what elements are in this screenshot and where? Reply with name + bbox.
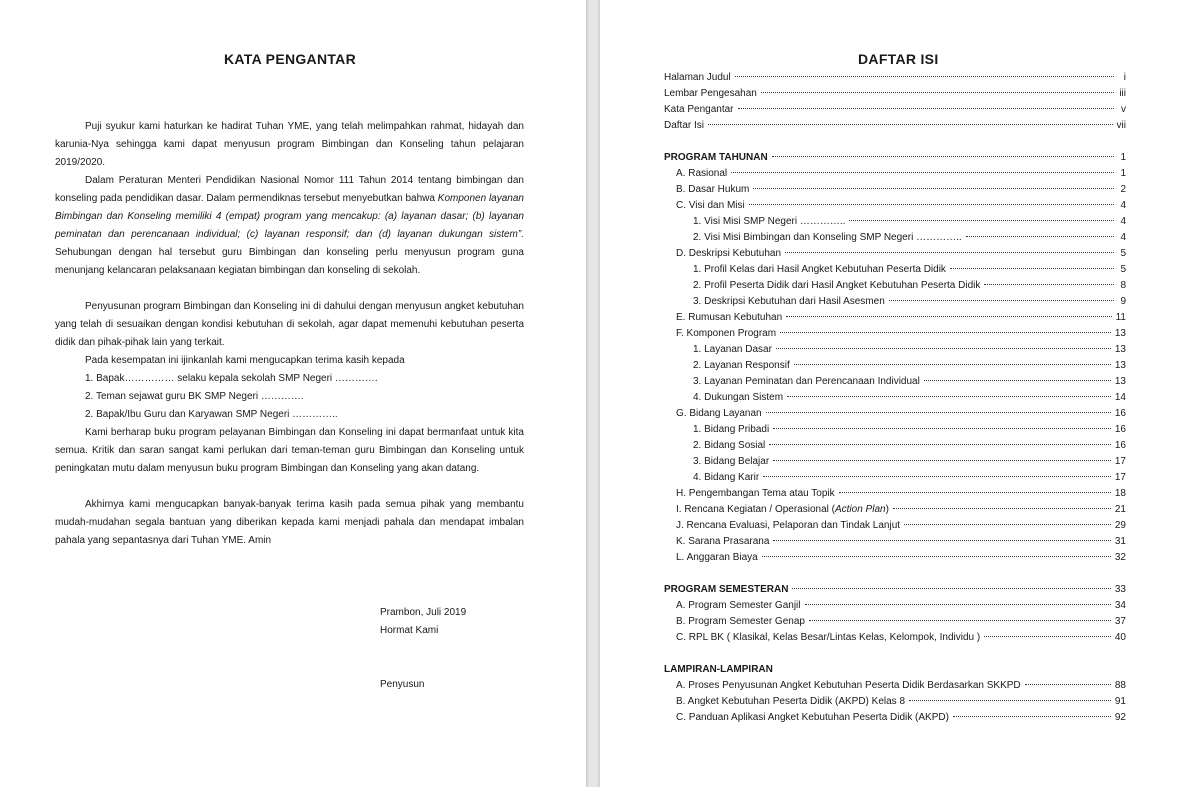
toc-leader-dots xyxy=(794,364,1111,365)
toc-page-number: 32 xyxy=(1114,552,1126,563)
toc-page-number: 16 xyxy=(1114,424,1126,435)
toc-entry xyxy=(676,630,1126,646)
toc-page-number: 17 xyxy=(1114,472,1126,483)
toc-label: 1. Profil Kelas dari Hasil Angket Kebutuhan Peserta Didik xyxy=(693,264,946,275)
page-title: DAFTAR ISI xyxy=(858,51,939,67)
toc-label: C. RPL BK ( Klasikal, Kelas Besar/Lintas Kelas, Kelompok, Individu ) xyxy=(676,632,981,643)
toc-entry xyxy=(664,102,1126,118)
toc-leader-dots xyxy=(776,348,1111,349)
toc-page-number: 9 xyxy=(1120,296,1126,307)
toc-leader-dots xyxy=(984,284,1114,285)
toc-page-number: 5 xyxy=(1120,264,1126,275)
toc-entry xyxy=(664,70,1126,86)
toc-label: F. Komponen Program xyxy=(676,328,777,339)
place-date: Prambon, Juli 2019 xyxy=(380,607,467,618)
toc-entry xyxy=(676,326,1126,342)
toc-entry xyxy=(676,694,1126,710)
toc-label: 3. Bidang Belajar xyxy=(693,456,770,467)
toc-page-number: 13 xyxy=(1114,344,1126,355)
toc-page-number: 8 xyxy=(1120,280,1126,291)
toc-leader-dots xyxy=(763,476,1111,477)
toc-entry xyxy=(693,358,1126,374)
toc-label: 1. Bidang Pribadi xyxy=(693,424,770,435)
toc-leader-dots xyxy=(805,604,1111,605)
toc-entry xyxy=(676,166,1126,182)
toc-entry xyxy=(676,614,1126,630)
toc-page-number: 4 xyxy=(1120,216,1126,227)
toc-label: A. Program Semester Ganjil xyxy=(676,600,801,611)
toc-label: 1. Visi Misi SMP Negeri ………….. xyxy=(693,216,846,227)
toc-page-number: vii xyxy=(1116,120,1126,131)
list-item: 2. Teman sejawat guru BK SMP Negeri …………. xyxy=(85,391,304,402)
quoted-regulation: Komponen layanan Bimbingan dan Konseling memiliki 4 (empat) program yang mencakup: (a) layanan dasar; (b) layanan peminatan dan perencanaan individual; (c) layanan responsif; dan (d) layanan dukungan sistem”. xyxy=(55,193,524,240)
toc-leader-dots xyxy=(966,236,1114,237)
toc-leader-dots xyxy=(735,76,1114,77)
toc-page-number: 1 xyxy=(1120,152,1126,163)
toc-leader-dots xyxy=(761,92,1114,93)
toc-leader-dots xyxy=(785,252,1114,253)
toc-entry xyxy=(693,470,1126,486)
toc-leader-dots xyxy=(787,396,1111,397)
toc-label: 4. Dukungan Sistem xyxy=(693,392,784,403)
toc-page-number: 91 xyxy=(1114,696,1126,707)
toc-entry xyxy=(664,118,1126,134)
toc-entry xyxy=(693,438,1126,454)
toc-entry xyxy=(693,342,1126,358)
toc-label: Kata Pengantar xyxy=(664,104,734,115)
toc-page-number: 13 xyxy=(1114,328,1126,339)
toc-page-number: 92 xyxy=(1114,712,1126,723)
toc-entry xyxy=(676,678,1126,694)
toc-leader-dots xyxy=(766,412,1111,413)
toc-leader-dots xyxy=(762,556,1111,557)
paragraph: Puji syukur kami haturkan ke hadirat Tuhan YME, yang telah melimpahkan rahmat, hidayah dan karunia-Nya sehingga kami dapat menyusun program Bimbingan dan Konseling tahun pelajaran 2019/2020. xyxy=(55,121,524,168)
toc-label: G. Bidang Layanan xyxy=(676,408,762,419)
list-item: 2. Bapak/Ibu Guru dan Karyawan SMP Negeri ………….. xyxy=(85,409,338,420)
toc-leader-dots xyxy=(849,220,1114,221)
toc-entry xyxy=(676,598,1126,614)
toc-label: K. Sarana Prasarana xyxy=(676,536,770,547)
toc-entry xyxy=(693,422,1126,438)
toc-page-number: 13 xyxy=(1114,376,1126,387)
toc-page-number: 14 xyxy=(1114,392,1126,403)
toc-leader-dots xyxy=(708,124,1113,125)
paragraph: Penyusunan program Bimbingan dan Konseling ini di dahului dengan menyusun angket kebutuhan yang telah di sesuaikan dengan kondisi kebutuhan di sekolah, agar dapat memenuhi kebutuhan peserta didik dan pihak-pihak lain yang terkait. xyxy=(55,301,524,348)
toc-leader-dots xyxy=(953,716,1111,717)
toc-section-heading xyxy=(664,582,1126,598)
toc-leader-dots xyxy=(893,508,1111,509)
toc-entry xyxy=(676,502,1126,518)
toc-entry xyxy=(693,454,1126,470)
toc-page-number: iii xyxy=(1119,88,1126,99)
toc-page-number: v xyxy=(1121,104,1126,115)
toc-label: 1. Layanan Dasar xyxy=(693,344,772,355)
toc-label: D. Deskripsi Kebutuhan xyxy=(676,248,782,259)
toc-entry xyxy=(693,230,1126,246)
toc-entry xyxy=(693,262,1126,278)
toc-leader-dots xyxy=(889,300,1114,301)
toc-leader-dots xyxy=(904,524,1111,525)
page-gap-shadow xyxy=(586,0,589,787)
toc-label: B. Program Semester Genap xyxy=(676,616,805,627)
toc-entry xyxy=(676,198,1126,214)
toc-leader-dots xyxy=(792,588,1110,589)
toc-leader-dots xyxy=(950,268,1114,269)
toc-label: 2. Profil Peserta Didik dari Hasil Angket Kebutuhan Peserta Didik xyxy=(693,280,981,291)
toc-leader-dots xyxy=(924,380,1111,381)
toc-label: I. Rencana Kegiatan / Operasional (Action Plan) xyxy=(676,504,889,515)
toc-leader-dots xyxy=(773,460,1111,461)
toc-section-heading xyxy=(664,662,1126,678)
toc-entry xyxy=(676,182,1126,198)
toc-entry xyxy=(676,486,1126,502)
toc-label: A. Proses Penyusunan Angket Kebutuhan Peserta Didik Berdasarkan SKKPD xyxy=(676,680,1021,691)
toc-leader-dots xyxy=(772,156,1114,157)
toc-label: Halaman Judul xyxy=(664,72,731,83)
toc-leader-dots xyxy=(984,636,1111,637)
toc-label: 3. Deskripsi Kebutuhan dari Hasil Asesmen xyxy=(693,296,885,307)
toc-leader-dots xyxy=(738,108,1115,109)
toc-entry xyxy=(693,214,1126,230)
toc-section-heading xyxy=(664,150,1126,166)
toc-label: B. Dasar Hukum xyxy=(676,184,750,195)
toc-leader-dots xyxy=(786,316,1111,317)
toc-entry xyxy=(676,246,1126,262)
toc-entry xyxy=(664,86,1126,102)
toc-page-number: 31 xyxy=(1114,536,1126,547)
toc-page-number: 21 xyxy=(1114,504,1126,515)
toc-label: B. Angket Kebutuhan Peserta Didik (AKPD) Kelas 8 xyxy=(676,696,906,707)
toc-entry xyxy=(676,710,1126,726)
toc-leader-dots xyxy=(773,540,1110,541)
toc-leader-dots xyxy=(1025,684,1111,685)
toc-page-number: 16 xyxy=(1114,440,1126,451)
toc-page-number: 5 xyxy=(1120,248,1126,259)
toc-label: PROGRAM SEMESTERAN xyxy=(664,584,789,595)
toc-page-number: 29 xyxy=(1114,520,1126,531)
toc-page-number: 11 xyxy=(1115,312,1126,323)
toc-label: 3. Layanan Peminatan dan Perencanaan Individual xyxy=(693,376,920,387)
toc-leader-dots xyxy=(839,492,1111,493)
toc-page-number: 13 xyxy=(1114,360,1126,371)
closing-regards: Hormat Kami xyxy=(380,625,439,636)
toc-entry xyxy=(693,390,1126,406)
toc-entry xyxy=(676,518,1126,534)
toc-page-number: 17 xyxy=(1114,456,1126,467)
toc-label: H. Pengembangan Tema atau Topik xyxy=(676,488,835,499)
toc-page-number: 88 xyxy=(1114,680,1126,691)
toc-page-number: 2 xyxy=(1120,184,1126,195)
toc-page-number: 16 xyxy=(1114,408,1126,419)
page-title: KATA PENGANTAR xyxy=(224,51,357,67)
toc-label: 2. Visi Misi Bimbingan dan Konseling SMP Negeri ………….. xyxy=(693,232,962,243)
toc-leader-dots xyxy=(753,188,1114,189)
toc-page-number: 4 xyxy=(1120,232,1126,243)
toc-leader-dots xyxy=(731,172,1114,173)
author-label: Penyusun xyxy=(380,679,425,690)
toc-page-number: 37 xyxy=(1114,616,1126,627)
toc-label: PROGRAM TAHUNAN xyxy=(664,152,768,163)
list-item: 1. Bapak…………… selaku kepala sekolah SMP Negeri …………. xyxy=(85,373,378,384)
toc-entry xyxy=(676,550,1126,566)
toc-entry xyxy=(693,374,1126,390)
toc-page-number: 40 xyxy=(1114,632,1126,643)
toc-leader-dots xyxy=(909,700,1111,701)
paragraph: Kami berharap buku program pelayanan Bimbingan dan Konseling ini dapat bermanfaat untuk kita semua. Kritik dan saran sangat kami perlukan dari teman-teman guru Bimbingan dan Konseling untuk peningkatan mutu dalam menyusun buku program Bimbingan dan Konseling yang akan datang. xyxy=(55,427,524,474)
toc-label: E. Rumusan Kebutuhan xyxy=(676,312,783,323)
toc-label: C. Visi dan Misi xyxy=(676,200,745,211)
toc-entry xyxy=(693,278,1126,294)
toc-label: 4. Bidang Karir xyxy=(693,472,760,483)
toc-leader-dots xyxy=(769,444,1111,445)
toc-label: L. Anggaran Biaya xyxy=(676,552,758,563)
toc-page-number: 33 xyxy=(1114,584,1126,595)
toc-leader-dots xyxy=(773,428,1111,429)
toc-entry xyxy=(693,294,1126,310)
toc-label: 2. Bidang Sosial xyxy=(693,440,766,451)
toc-label: 2. Layanan Responsif xyxy=(693,360,790,371)
toc-label: Lembar Pengesahan xyxy=(664,88,757,99)
toc-label: A. Rasional xyxy=(676,168,728,179)
toc-label: C. Panduan Aplikasi Angket Kebutuhan Peserta Didik (AKPD) xyxy=(676,712,949,723)
paragraph: Akhirnya kami mengucapkan banyak-banyak terima kasih pada semua pihak yang membantu mudah-mudahan segala bantuan yang diberikan kepada kami menjadi pahala dan mendapat imbalan pahala yang sepantasnya dari Tuhan YME. Amin xyxy=(55,499,524,546)
toc-label: Daftar Isi xyxy=(664,120,705,131)
toc-page-number: 34 xyxy=(1114,600,1126,611)
toc-page-number: 1 xyxy=(1120,168,1126,179)
toc-entry xyxy=(676,406,1126,422)
toc-leader-dots xyxy=(780,332,1111,333)
toc-label: LAMPIRAN-LAMPIRAN xyxy=(664,664,773,675)
toc-entry xyxy=(676,534,1126,550)
paragraph: Dalam Peraturan Menteri Pendidikan Nasional Nomor 111 Tahun 2014 tentang bimbingan dan konseling pada pendidikan dasar. Dalam permendiknas tersebut menyebutkan bahwa Komponen layanan Bimbingan dan Konseling memiliki 4 (empat) program yang mencakup: (a) layanan dasar; (b) layanan peminatan dan perencanaan individual; (c) layanan responsif; dan (d) layanan dukungan sistem”. Sehubungan dengan hal tersebut guru Bimbingan dan konseling perlu menyusun program guna menunjang kelancaran pelaksanaan kegiatan bimbingan dan konseling di sekolah. xyxy=(55,175,524,276)
toc-page-number: 4 xyxy=(1120,200,1126,211)
toc-entry xyxy=(676,310,1126,326)
toc-leader-dots xyxy=(809,620,1111,621)
paragraph: Pada kesempatan ini ijinkanlah kami mengucapkan terima kasih kepada xyxy=(85,355,405,366)
toc-page-number: 18 xyxy=(1114,488,1126,499)
toc-page-number: i xyxy=(1123,72,1126,83)
toc-label: J. Rencana Evaluasi, Pelaporan dan Tindak Lanjut xyxy=(676,520,901,531)
toc-leader-dots xyxy=(749,204,1114,205)
